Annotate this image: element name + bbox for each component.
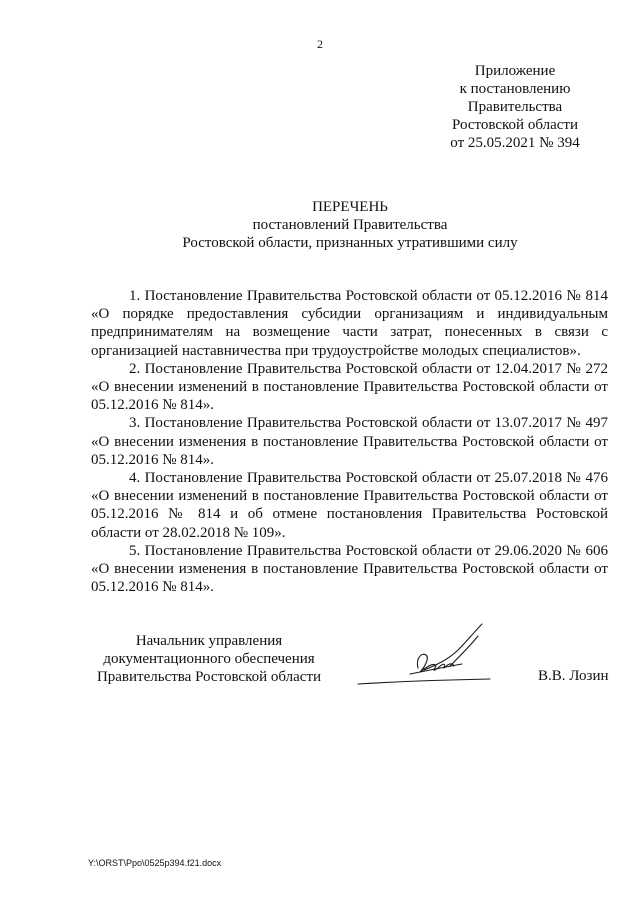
- item-text: Постановление Правительства Ростовской области от 12.04.2017 № 272 «О внесении изменений в постановление Правительства Ростовской области от 05.12.2016 № 814».: [91, 360, 609, 414]
- document-heading: [0, 198, 640, 252]
- list-item: [91, 414, 608, 469]
- appendix-block: [440, 62, 590, 152]
- appendix-line: Ростовской области: [452, 117, 578, 133]
- item-text: Постановление Правительства Ростовской области от 05.12.2016 № 814 «О порядке предоставления субсидии организациям и индивидуальным предпринимателям на возмещение части затрат, понесенных в связи с организацией наставничества при трудоустройстве молодых специалистов».: [91, 288, 609, 359]
- file-path: Y:\ORST\Ppo\0525p394.f21.docx: [88, 858, 222, 868]
- item-number: 3.: [129, 415, 141, 432]
- appendix-line: к постановлению: [459, 81, 571, 97]
- signatory-name: В.В. Лозин: [538, 668, 609, 684]
- item-text: Постановление Правительства Ростовской области от 25.07.2018 № 476 «О внесении изменений в постановление Правительства Ростовской области от 05.12.2016 № 814 и об отмене постановления Правительства Ростовской области от 28.02.2018 № 109».: [91, 470, 609, 541]
- item-number: 4.: [129, 470, 141, 487]
- appendix-line: от 25.05.2021 № 394: [450, 135, 580, 151]
- page-number: 2: [317, 37, 323, 51]
- list-item: [91, 542, 608, 597]
- heading-subtitle-line: Ростовской области, признанных утратившими силу: [182, 235, 518, 251]
- signatory-position: [89, 632, 329, 686]
- list-item: [91, 287, 608, 360]
- heading-subtitle-line: постановлений Правительства: [252, 217, 448, 233]
- item-number: 5.: [129, 542, 141, 559]
- heading-title: ПЕРЕЧЕНЬ: [312, 199, 388, 215]
- item-text: Постановление Правительства Ростовской области от 13.07.2017 № 497 «О внесении изменения в постановление Правительства Ростовской области от 05.12.2016 № 814».: [91, 415, 609, 468]
- list-item: [91, 360, 608, 415]
- appendix-line: Приложение: [474, 63, 556, 79]
- position-line: Начальник управления: [135, 633, 283, 649]
- position-line: Правительства Ростовской области: [96, 669, 322, 685]
- item-text: Постановление Правительства Ростовской области от 29.06.2020 № 606 «О внесении изменения в постановление Правительства Ростовской области от 05.12.2016 № 814».: [91, 542, 609, 596]
- handwritten-signature: [350, 622, 520, 692]
- position-line: документационного обеспечения: [103, 651, 315, 667]
- item-number: 2.: [129, 360, 141, 377]
- list-item: [91, 469, 608, 542]
- items-list: [91, 287, 608, 596]
- appendix-line: Правительства: [467, 99, 563, 115]
- item-number: 1.: [129, 288, 141, 304]
